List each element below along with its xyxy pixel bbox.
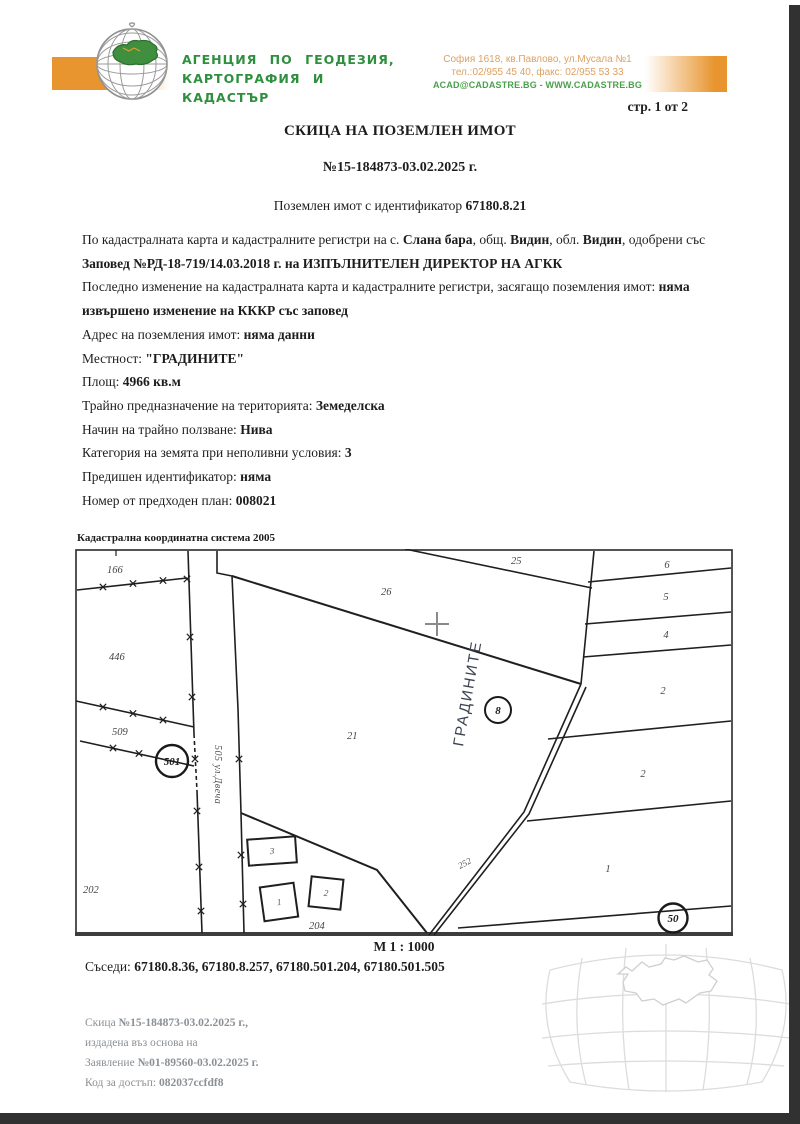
svg-text:2: 2 bbox=[323, 887, 329, 899]
parcel-label-5: 5 bbox=[663, 592, 669, 603]
p1-text: , обл. bbox=[549, 232, 583, 247]
building-1 bbox=[260, 883, 298, 921]
municipality-name: Видин bbox=[510, 232, 550, 247]
footer-label: Код за достъп: bbox=[85, 1077, 159, 1089]
neighbors-line bbox=[85, 959, 725, 975]
parcel-label-166: 166 bbox=[107, 565, 123, 576]
neighbors-label: Съседи: bbox=[85, 959, 135, 974]
svg-text:501: 501 bbox=[163, 756, 181, 768]
parcel-label-25: 25 bbox=[511, 556, 522, 567]
footer-label: Скица bbox=[85, 1017, 119, 1029]
parcel-identifier-prefix: Поземлен имот с идентификатор bbox=[273, 198, 466, 213]
agency-name-line2: КАРТОГРАФИЯ И КАДАСТЪР bbox=[182, 71, 325, 105]
document-title: СКИЦА НА ПОЗЕМЛЕН ИМОТ bbox=[284, 123, 516, 139]
map-scale: М 1 : 1000 bbox=[373, 939, 435, 954]
agency-phone: тел.:02/955 45 40, факс: 02/955 53 33 bbox=[451, 67, 624, 78]
p1-text: По кадастралната карта и кадастралните регистри на с. bbox=[82, 232, 403, 247]
field-label: Площ: bbox=[82, 374, 123, 390]
field-label: Трайно предназначение на територията: bbox=[82, 397, 316, 413]
header-orange-band-right bbox=[645, 56, 727, 92]
field-label: Местност: bbox=[82, 350, 146, 366]
field-value: 4966 кв.м bbox=[122, 374, 181, 390]
svg-text:1: 1 bbox=[276, 896, 282, 908]
scan-edge-right bbox=[789, 5, 800, 1124]
map-frame bbox=[76, 550, 732, 934]
agency-globe-logo-icon bbox=[93, 22, 171, 102]
field-value: 3 bbox=[344, 445, 352, 461]
coordinate-system-note: Кадастрална координатна система 2005 bbox=[77, 532, 275, 544]
parcel-label-2a: 2 bbox=[660, 686, 666, 697]
p2-value: няма извършено изменение на КККР със заповед bbox=[82, 279, 690, 319]
field-value: Земеделска bbox=[315, 397, 385, 413]
field-value: 008021 bbox=[235, 492, 277, 508]
footer-label: Заявление bbox=[85, 1057, 138, 1069]
field-row-territory-purpose bbox=[82, 394, 730, 418]
paragraph-approval bbox=[82, 228, 730, 275]
svg-text:3: 3 bbox=[269, 845, 275, 857]
field-row-locality bbox=[82, 347, 730, 371]
field-value: няма bbox=[240, 469, 272, 485]
parcel-label-26: 26 bbox=[381, 587, 392, 598]
parcel-label-509: 509 bbox=[112, 727, 128, 738]
footer-application-line bbox=[85, 1053, 258, 1073]
parcel-label-2b: 2 bbox=[640, 769, 646, 780]
p2-text: Последно изменение на кадастралната карта и кадастралните регистри, засягащо поземления имот: bbox=[82, 279, 659, 295]
region-name: Видин bbox=[582, 232, 622, 247]
field-row-previous-id bbox=[82, 465, 730, 489]
agency-name-line1: АГЕНЦИЯ ПО ГЕОДЕЗИЯ, bbox=[182, 52, 395, 67]
agency-address: София 1618, кв.Павлово, ул.Мусала №1 bbox=[443, 54, 632, 65]
field-value: "ГРАДИНИТЕ" bbox=[145, 350, 245, 366]
parcel-label-21: 21 bbox=[347, 731, 358, 742]
footer-access-code: 082037ccfdf8 bbox=[158, 1077, 224, 1089]
footer-sketch-line bbox=[85, 1013, 258, 1033]
parcel-label-446: 446 bbox=[109, 652, 125, 663]
parcel-label-1: 1 bbox=[605, 864, 611, 875]
svg-text:50: 50 bbox=[667, 913, 679, 925]
page-indicator: стр. 1 от 2 bbox=[627, 99, 688, 114]
document-number: №15-184873-03.02.2025 г. bbox=[322, 160, 478, 175]
field-value: няма данни bbox=[243, 326, 315, 342]
field-label: Категория на земята при неполивни условия: bbox=[82, 445, 345, 461]
road-segment-label: 252 bbox=[456, 855, 473, 871]
field-value: Нива bbox=[240, 421, 273, 437]
parcel-identifier-line bbox=[75, 198, 725, 214]
parcel-label-6: 6 bbox=[664, 560, 670, 571]
parcel-identifier-value: 67180.8.21 bbox=[465, 198, 527, 213]
watermark-globe-icon bbox=[540, 932, 792, 1092]
building-3 bbox=[247, 836, 297, 865]
footer-application-number: №01-89560-03.02.2025 г. bbox=[137, 1057, 259, 1069]
document-body bbox=[82, 228, 730, 512]
village-name: Слана бара bbox=[402, 232, 473, 247]
agency-contact-block bbox=[420, 53, 655, 92]
field-label: Номер от предходен план: bbox=[82, 492, 236, 508]
building-2 bbox=[309, 876, 344, 909]
neighbors-values: 67180.8.36, 67180.8.257, 67180.501.204, 67180.501.505 bbox=[134, 959, 445, 974]
footer-access-code-line bbox=[85, 1073, 258, 1093]
cadastral-map bbox=[75, 549, 733, 937]
parcel-label-204: 204 bbox=[309, 921, 325, 932]
paragraph-last-change bbox=[82, 275, 730, 322]
field-row-land-use bbox=[82, 418, 730, 442]
field-row-previous-plan bbox=[82, 489, 730, 513]
field-label: Начин на трайно ползване: bbox=[82, 421, 241, 437]
agency-email-web: ACAD@CADASTRE.BG - WWW.CADASTRE.BG bbox=[432, 80, 643, 90]
field-row-area bbox=[82, 370, 730, 394]
order-reference: Заповед №РД-18-719/14.03.2018 г. на ИЗПЪЛНИТЕЛЕН ДИРЕКТОР НА АГКК bbox=[82, 255, 563, 271]
field-row-address bbox=[82, 323, 730, 347]
p1-text: , одобрени със bbox=[621, 232, 706, 247]
agency-name bbox=[182, 50, 412, 107]
svg-text:8: 8 bbox=[495, 705, 501, 717]
p1-text: , общ. bbox=[472, 232, 511, 247]
footer-basis-line: издадена въз основа на bbox=[85, 1037, 198, 1049]
locality-label: ГРАДИНИТЕ bbox=[450, 639, 486, 748]
scan-edge-bottom bbox=[0, 1113, 800, 1124]
street-name-label: 505 ул.Двеча bbox=[212, 745, 223, 805]
field-label: Адрес на поземления имот: bbox=[82, 326, 244, 342]
parcel-label-4: 4 bbox=[663, 630, 669, 641]
footer-block bbox=[85, 1013, 258, 1093]
field-label: Предишен идентификатор: bbox=[82, 469, 241, 485]
field-row-land-category bbox=[82, 441, 730, 465]
footer-sketch-number: №15-184873-03.02.2025 г., bbox=[118, 1017, 249, 1029]
parcel-label-202: 202 bbox=[83, 885, 99, 896]
